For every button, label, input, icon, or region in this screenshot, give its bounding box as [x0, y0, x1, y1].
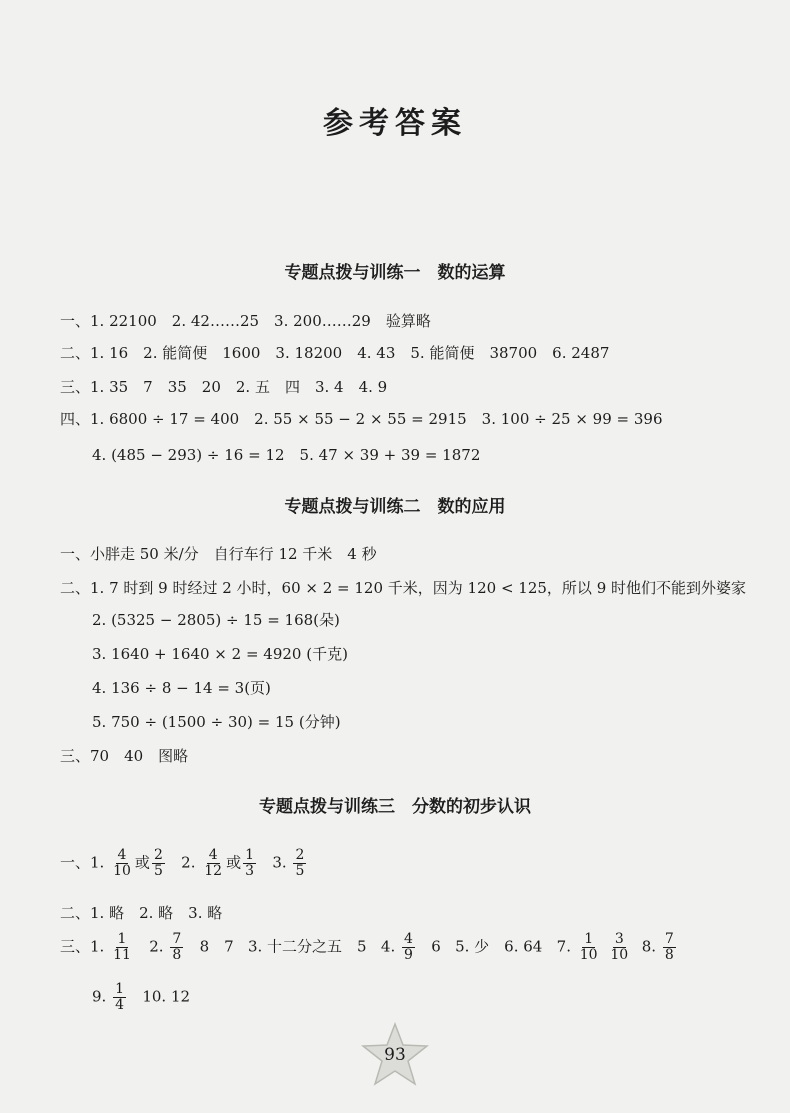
- answer-line-fractions-3: 9. $\frac{1}{4}$ 10. 12: [92, 981, 191, 1013]
- fraction: $\frac{3}{10}$: [610, 931, 629, 963]
- section-title-2: 专题点拨与训练二 数的应用: [284, 497, 506, 517]
- answer-line: 三、70 40 图略: [60, 747, 189, 765]
- answer-line: 一、1. 22100 2. 42……25 3. 200……29 验算略: [60, 312, 431, 330]
- answer-line: 2. (5325 − 2805) ÷ 15 = 168(朵): [92, 611, 340, 629]
- answer-line: 4. (485 − 293) ÷ 16 = 12 5. 47 × 39 + 39 = 1872: [92, 446, 481, 464]
- page-number: 93: [384, 1045, 406, 1065]
- fraction: $\frac{4}{9}$: [404, 931, 413, 963]
- fraction: $\frac{7}{8}$: [172, 931, 182, 963]
- answer-line: 二、1. 7 时到 9 时经过 2 小时，60 × 2 = 120 千米，因为 120 < 125，所以 9 时他们不能到外婆家: [60, 579, 747, 597]
- fraction: $\frac{1}{11}$: [113, 931, 131, 963]
- answer-line-fractions-2: 三、1. $\frac{1}{11}$ 2. $\frac{7}{8}$ 8 7 3. 十二分之五 5 4. $\frac{4}{9}$ 6 5. 少 6. 64 7. $\frac{1}{10}$ $\frac{3}{10}$ 8. $\frac{7}{8}$: [60, 931, 674, 963]
- answer-line: 三、1. 35 7 35 20 2. 五 四 3. 4 4. 9: [60, 378, 388, 396]
- fraction: $\frac{7}{8}$: [664, 931, 674, 963]
- fraction: $\frac{4}{10}$: [113, 847, 131, 879]
- answer-line: 3. 1640 + 1640 × 2 = 4920 (千克): [92, 645, 348, 663]
- answer-line: 二、1. 略 2. 略 3. 略: [60, 904, 223, 922]
- answer-line-fractions-1: 一、1. $\frac{4}{10}$ 或 $\frac{2}{5}$ 2. $\frac{4}{12}$ 或 $\frac{1}{3}$ 3. $\frac{2}{5}$: [60, 847, 305, 879]
- fraction: $\frac{1}{4}$: [115, 981, 125, 1013]
- page-number-badge: [360, 1022, 430, 1086]
- fraction: $\frac{2}{5}$: [295, 847, 305, 879]
- fraction: $\frac{1}{10}$: [579, 931, 598, 963]
- answer-line: 一、小胖走 50 米/分 自行车行 12 千米 4 秒: [60, 545, 377, 563]
- answer-line: 5. 750 ÷ (1500 ÷ 30) = 15 (分钟): [92, 713, 341, 731]
- answer-line: 四、1. 6800 ÷ 17 = 400 2. 55 × 55 − 2 × 55 = 2915 3. 100 ÷ 25 × 99 = 396: [60, 410, 663, 428]
- page-title: 参考答案: [323, 106, 467, 141]
- section-title-3: 专题点拨与训练三 分数的初步认识: [259, 797, 531, 817]
- fraction: $\frac{4}{12}$: [204, 847, 223, 879]
- answer-line: 二、1. 16 2. 能简便 1600 3. 18200 4. 43 5. 能简便 38700 6. 2487: [60, 344, 610, 362]
- fraction: $\frac{2}{5}$: [153, 847, 163, 879]
- answer-line: 4. 136 ÷ 8 − 14 = 3(页): [92, 679, 271, 697]
- section-title-1: 专题点拨与训练一 数的运算: [284, 263, 506, 283]
- fraction: $\frac{1}{3}$: [245, 847, 255, 879]
